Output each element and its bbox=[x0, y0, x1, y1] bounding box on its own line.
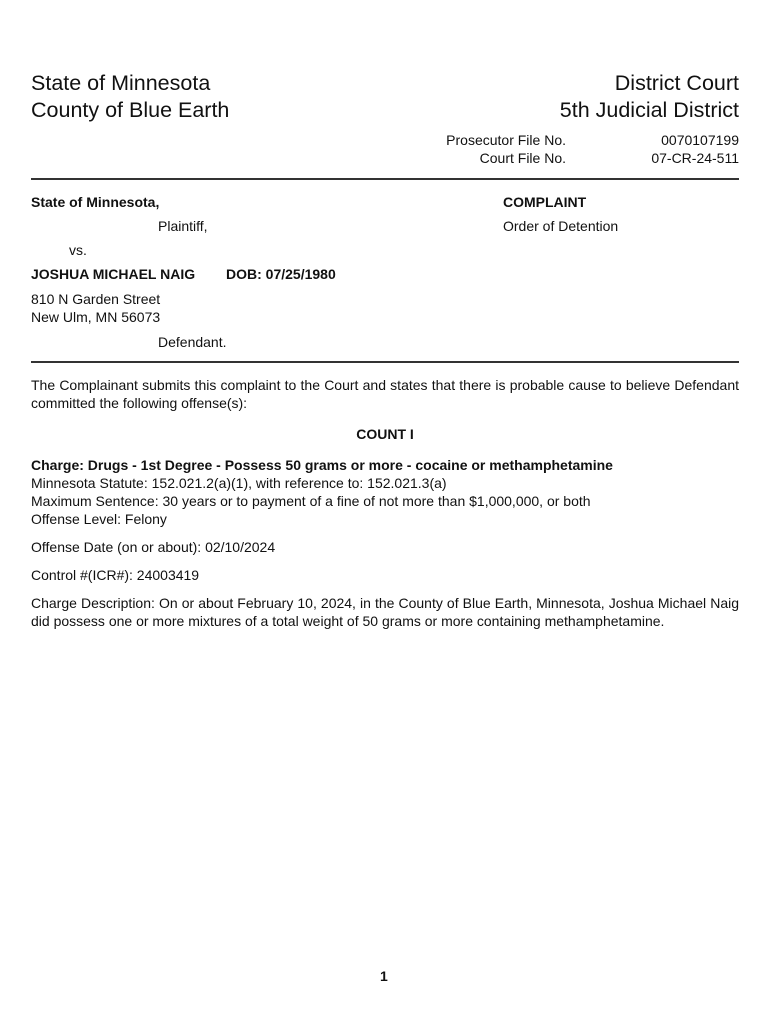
charge-title: Charge: Drugs - 1st Degree - Possess 50 grams or more - cocaine or methamphetamine bbox=[31, 457, 613, 473]
defendant-address-line1: 810 N Garden Street bbox=[31, 291, 161, 307]
county-title: County of Blue Earth bbox=[31, 98, 230, 122]
page-number: 1 bbox=[380, 968, 388, 984]
court-file-label: Court File No. bbox=[479, 150, 566, 166]
max-sentence-line: Maximum Sentence: 30 years or to payment of a fine of not more than $1,000,000, or both bbox=[31, 493, 591, 509]
intro-paragraph: The Complainant submits this complaint to the Court and states that there is probable cause to believe Defendant committed the following offense(s): bbox=[31, 377, 739, 411]
statute-line: Minnesota Statute: 152.021.2(a)(1), with reference to: 152.021.3(a) bbox=[31, 475, 447, 491]
defendant-address-line2: New Ulm, MN 56073 bbox=[31, 309, 161, 325]
top-divider bbox=[31, 178, 739, 180]
file-number-values bbox=[651, 131, 739, 167]
file-number-labels bbox=[446, 131, 566, 167]
district-title: 5th Judicial District bbox=[559, 98, 739, 122]
jurisdiction-block bbox=[31, 70, 229, 124]
caption-divider bbox=[31, 361, 739, 363]
plaintiff-name: State of Minnesota, bbox=[31, 194, 160, 210]
order-type: Order of Detention bbox=[503, 218, 619, 234]
state-title: State of Minnesota bbox=[31, 71, 211, 95]
defendant-role: Defendant. bbox=[158, 334, 227, 350]
plaintiff-role: Plaintiff, bbox=[158, 218, 208, 234]
defendant-dob: DOB: 07/25/1980 bbox=[226, 266, 336, 282]
count-heading: COUNT I bbox=[356, 426, 414, 442]
court-file-number: 07-CR-24-511 bbox=[651, 150, 739, 166]
prosecutor-file-number: 0070107199 bbox=[661, 132, 739, 148]
offense-date-line: Offense Date (on or about): 02/10/2024 bbox=[31, 539, 276, 555]
charge-description: Charge Description: On or about February 10, 2024, in the County of Blue Earth, Minnesota, Joshua Michael Naig did possess one or more mixtures of a total weight of 50 grams or more containing methamphetamine. bbox=[31, 595, 739, 629]
defendant-name: JOSHUA MICHAEL NAIG bbox=[31, 266, 196, 282]
control-number-line: Control #(ICR#): 24003419 bbox=[31, 567, 200, 583]
court-block bbox=[560, 70, 739, 124]
court-title: District Court bbox=[614, 71, 739, 95]
prosecutor-file-label: Prosecutor File No. bbox=[446, 132, 566, 148]
document-type: COMPLAINT bbox=[503, 194, 587, 210]
offense-level-line: Offense Level: Felony bbox=[31, 511, 167, 527]
versus-label: vs. bbox=[69, 242, 87, 258]
